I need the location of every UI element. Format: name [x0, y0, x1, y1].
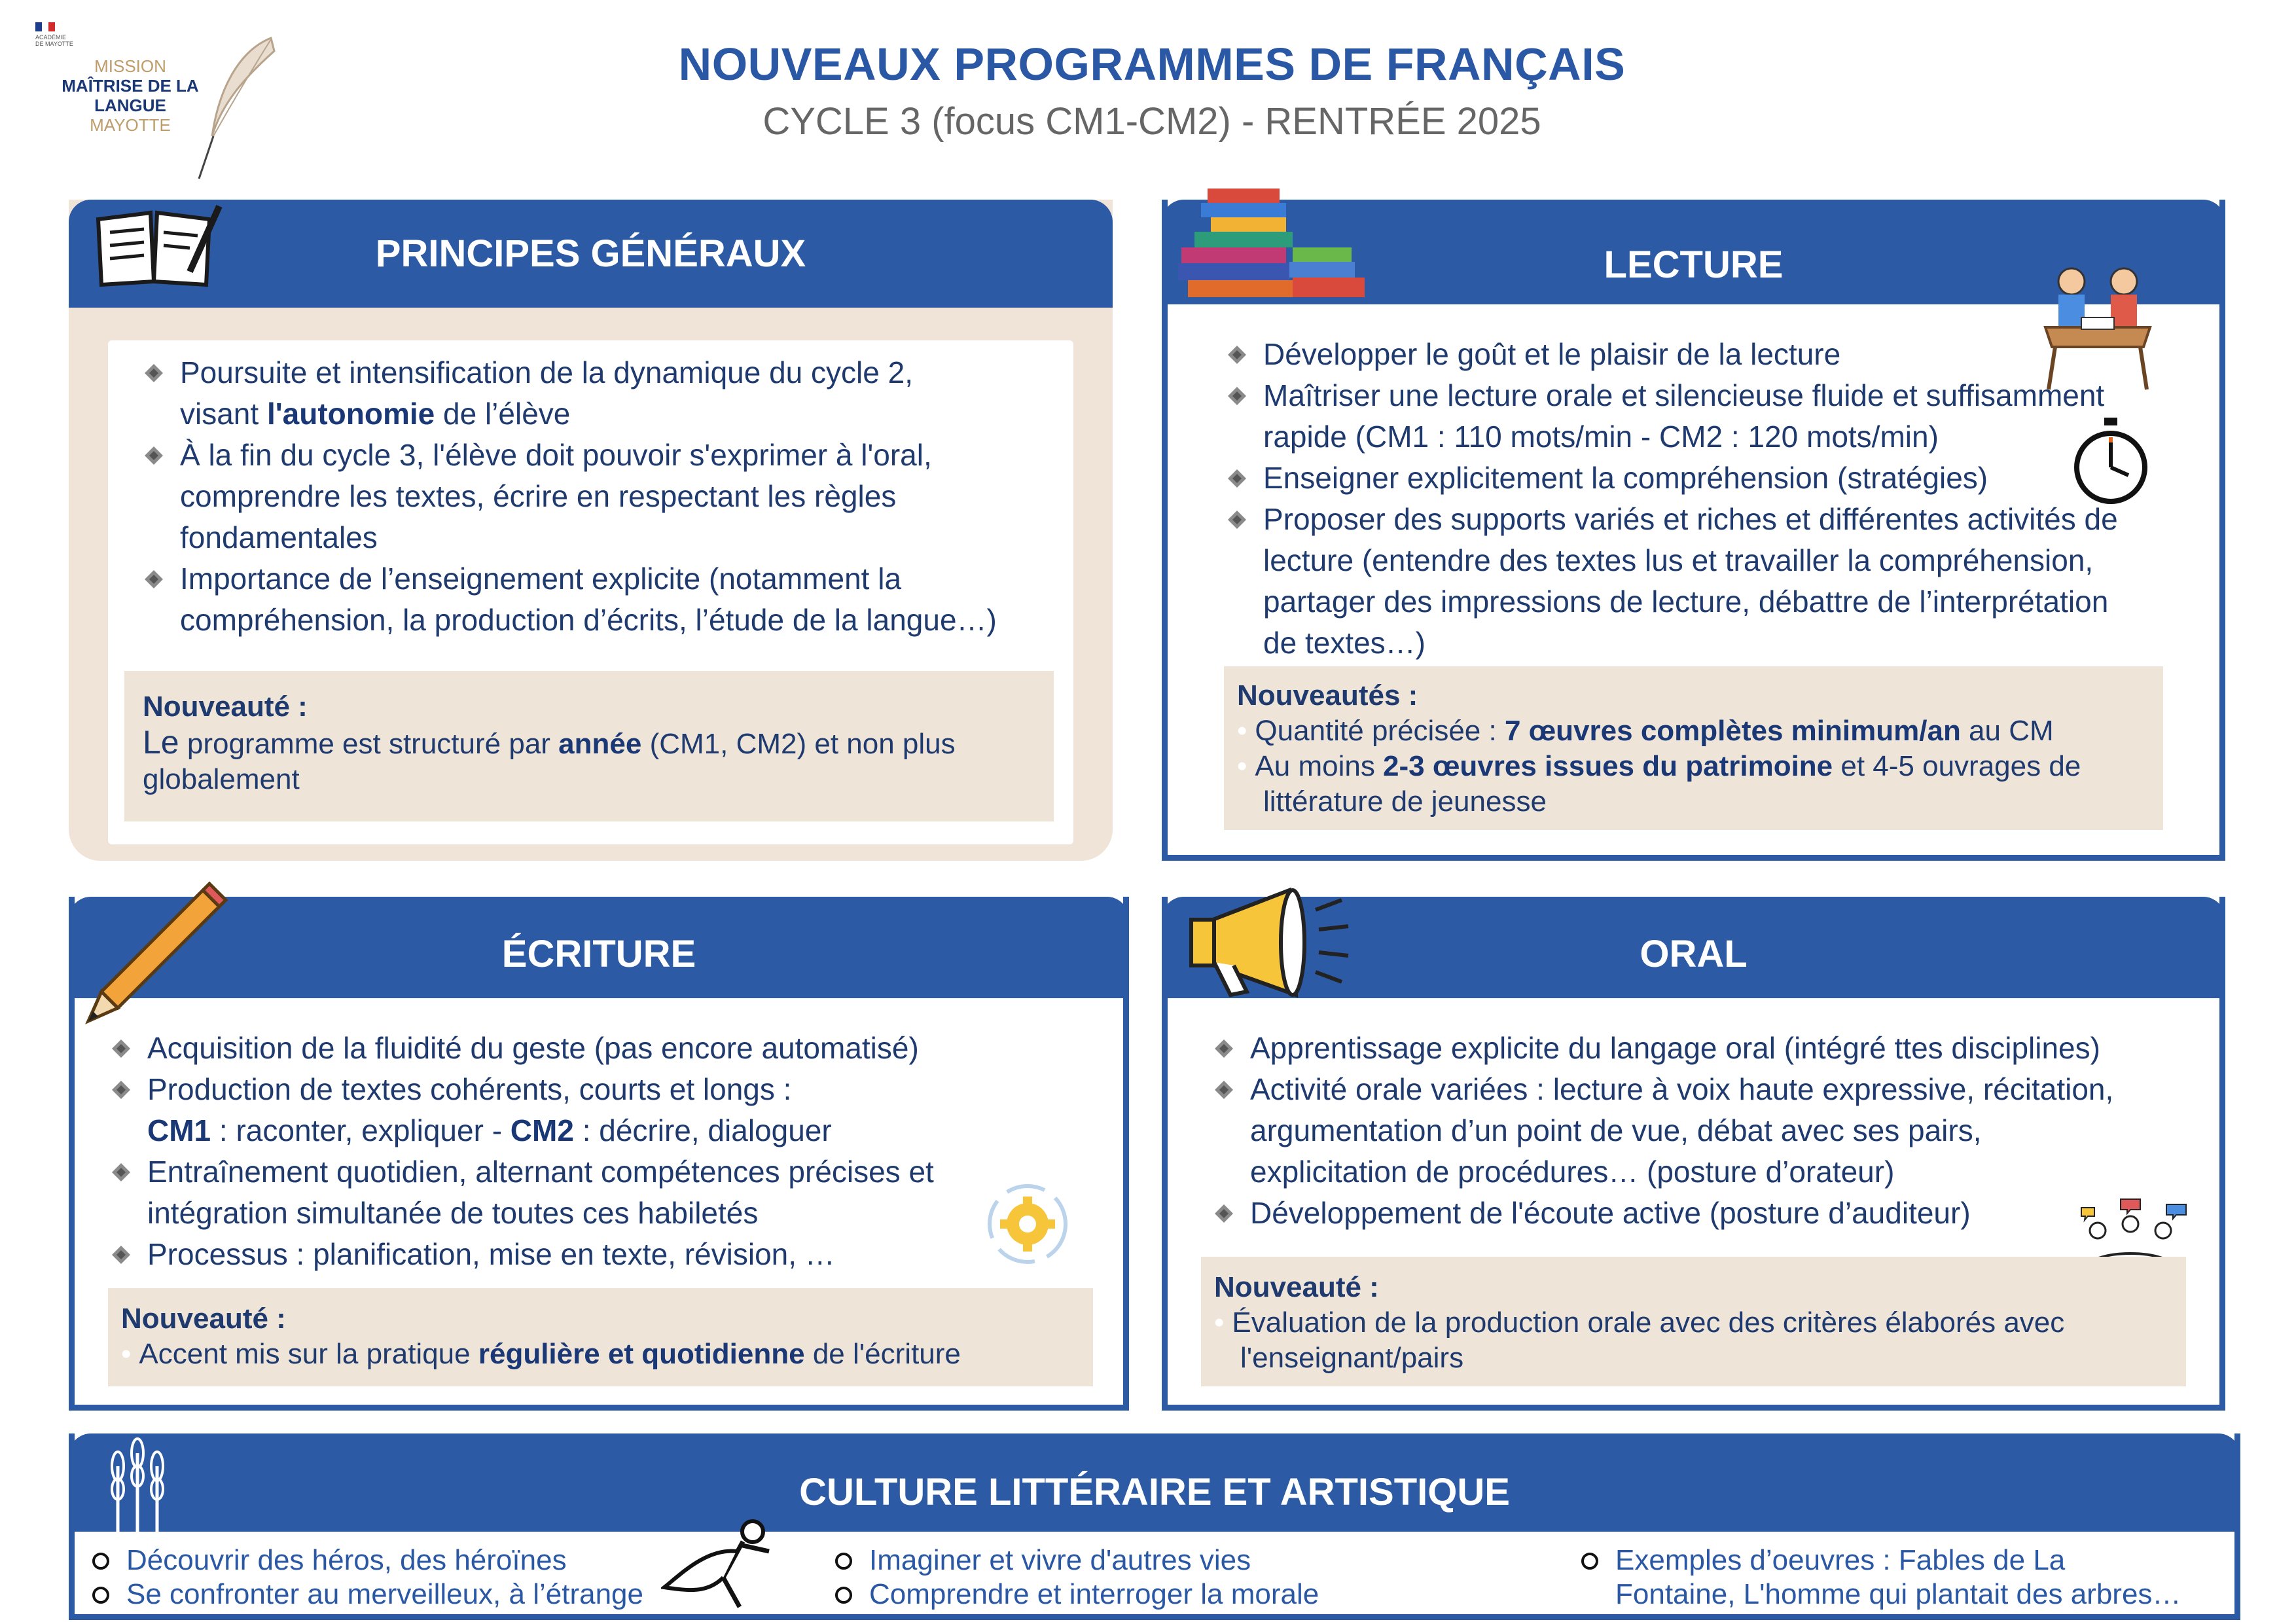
list-item: Découvrir des héros, des héroïnes — [88, 1543, 643, 1577]
bullet-icon — [109, 1037, 133, 1060]
page-title: NOUVEAUX PROGRAMMES DE FRANÇAIS — [678, 39, 1626, 90]
list-item: Exemples d’oeuvres : Fables de La — [1577, 1543, 2181, 1577]
logo-line-4: MAYOTTE — [90, 115, 171, 135]
megaphone-icon — [1185, 884, 1361, 1001]
principes-content — [108, 340, 1073, 844]
bullet-icon — [1212, 1078, 1236, 1102]
principes-title: PRINCIPES GÉNÉRAUX — [375, 232, 806, 275]
ecriture-title: ÉCRITURE — [501, 933, 696, 975]
oral-list — [1198, 1028, 2219, 1234]
wheat-icon — [101, 1437, 173, 1535]
bullet-icon — [1212, 1037, 1236, 1060]
bullet-icon — [1225, 467, 1249, 490]
oral-nouveaute: Nouveauté : • Évaluation de la production orale avec des critères élaborés avec l'enseignant/pairs — [1201, 1257, 2186, 1386]
list-item: Apprentissage explicite du langage oral (intégré ttes disciplines) — [1198, 1028, 2219, 1069]
bullet-icon — [142, 568, 166, 591]
nouveaute-title: Nouveautés : — [1237, 679, 1418, 712]
stack-of-books-icon — [1175, 182, 1371, 313]
principes-list — [128, 352, 1057, 641]
page-subtitle: CYCLE 3 (focus CM1-CM2) - RENTRÉE 2025 — [762, 100, 1541, 143]
lecture-list — [1211, 334, 2219, 664]
quill-icon — [160, 25, 304, 189]
principes-nouveaute: Nouveauté : Le programme est structuré par année (CM1, CM2) et non plus globalement — [124, 671, 1054, 821]
mission-logo — [29, 18, 278, 182]
republic-flag-icon — [35, 22, 55, 31]
list-item: Imaginer et vivre d'autres vies — [831, 1543, 1319, 1577]
logo-line-3: LANGUE — [94, 96, 166, 115]
academy-mark: ACADÉMIE DE MAYOTTE — [35, 34, 73, 47]
bullet-icon — [109, 1161, 133, 1184]
culture-col-2 — [831, 1543, 1319, 1612]
list-item: Importance de l’enseignement explicite (notamment la compréhension, la production d’écrits, l’étude de la langue…) — [128, 558, 1057, 641]
circle-bullet-icon — [1581, 1553, 1598, 1570]
list-item: Maîtriser une lecture orale et silencieuse fluide et suffisamment rapide (CM1 : 110 mots/min - CM2 : 120 mots/min) — [1211, 375, 2219, 458]
culture-title: CULTURE LITTÉRAIRE ET ARTISTIQUE — [799, 1471, 1510, 1513]
bullet-icon — [1225, 508, 1249, 532]
culture-col-1 — [88, 1543, 643, 1612]
nouveaute-title: Nouveauté : — [121, 1303, 286, 1335]
ecriture-nouveaute: Nouveauté : • Accent mis sur la pratique régulière et quotidienne de l'écriture — [108, 1288, 1093, 1386]
bullet-icon — [1225, 384, 1249, 408]
list-item: À la fin du cycle 3, l'élève doit pouvoir s'exprimer à l'oral, comprendre les textes, écrire en respectant les règles fondamentales — [128, 435, 1057, 558]
lecture-title: LECTURE — [1604, 243, 1784, 286]
nouveaute-title: Nouveauté : — [143, 691, 308, 723]
list-item: Processus : planification, mise en texte, révision, … — [95, 1234, 1116, 1275]
logo-line-1: MISSION — [94, 56, 166, 76]
list-item: Comprendre et interroger la morale — [831, 1577, 1319, 1612]
pencil-icon — [79, 880, 229, 1031]
lecture-nouveaute: Nouveautés : • Quantité précisée : 7 œuvres complètes minimum/an au CM • Au moins 2-3 œuvres issues du patrimoine et 4-5 ouvrages de littérature de jeunesse — [1224, 666, 2163, 830]
circle-bullet-icon — [92, 1553, 109, 1570]
bullet-icon — [142, 361, 166, 385]
nouveaute-title: Nouveauté : — [1214, 1271, 1379, 1303]
list-item: Poursuite et intensification de la dynamique du cycle 2, visant l'autonomie de l’élève — [128, 352, 1057, 435]
principes-header — [69, 200, 1113, 308]
list-item: Proposer des supports variés et riches et différentes activités de lecture (entendre des textes lus et travailler la compréhension, partager des impressions de lecture, débattre de l’interprétation de textes…) — [1211, 499, 2219, 664]
bullet-icon — [142, 444, 166, 467]
list-item-continued: Fontaine, L'homme qui plantait des arbres… — [1615, 1578, 2181, 1610]
oral-title: ORAL — [1640, 933, 1748, 975]
ecriture-list — [95, 1028, 1116, 1275]
list-item: Se confronter au merveilleux, à l’étrange — [88, 1577, 643, 1612]
hero-figure-icon — [661, 1515, 785, 1613]
list-item: Activité orale variées : lecture à voix haute expressive, récitation, argumentation d’un point de vue, débat avec ses pairs, explicitation de procédures… (posture d’orateur) — [1198, 1069, 2219, 1193]
list-item: Entraînement quotidien, alternant compétences précises et intégration simultanée de toutes ces habiletés — [95, 1151, 1116, 1234]
circle-bullet-icon — [835, 1587, 852, 1604]
list-item: Développer le goût et le plaisir de la lecture — [1211, 334, 2219, 375]
bullet-icon — [1225, 343, 1249, 367]
list-item: Développement de l'écoute active (posture d’auditeur) — [1198, 1193, 2219, 1234]
open-book-icon — [92, 200, 223, 291]
bullet-icon — [109, 1078, 133, 1102]
culture-col-3 — [1577, 1543, 2181, 1612]
bullet-icon — [109, 1243, 133, 1267]
bullet-icon — [1212, 1202, 1236, 1225]
logo-line-2: MAÎTRISE DE LA — [62, 76, 199, 96]
circle-bullet-icon — [92, 1587, 109, 1604]
list-item: Acquisition de la fluidité du geste (pas encore automatisé) — [95, 1028, 1116, 1069]
circle-bullet-icon — [835, 1553, 852, 1570]
list-item: Production de textes cohérents, courts et longs : CM1 : raconter, expliquer - CM2 : décrire, dialoguer — [95, 1069, 1116, 1151]
list-item: Enseigner explicitement la compréhension (stratégies) — [1211, 458, 2219, 499]
culture-header — [69, 1433, 2240, 1532]
